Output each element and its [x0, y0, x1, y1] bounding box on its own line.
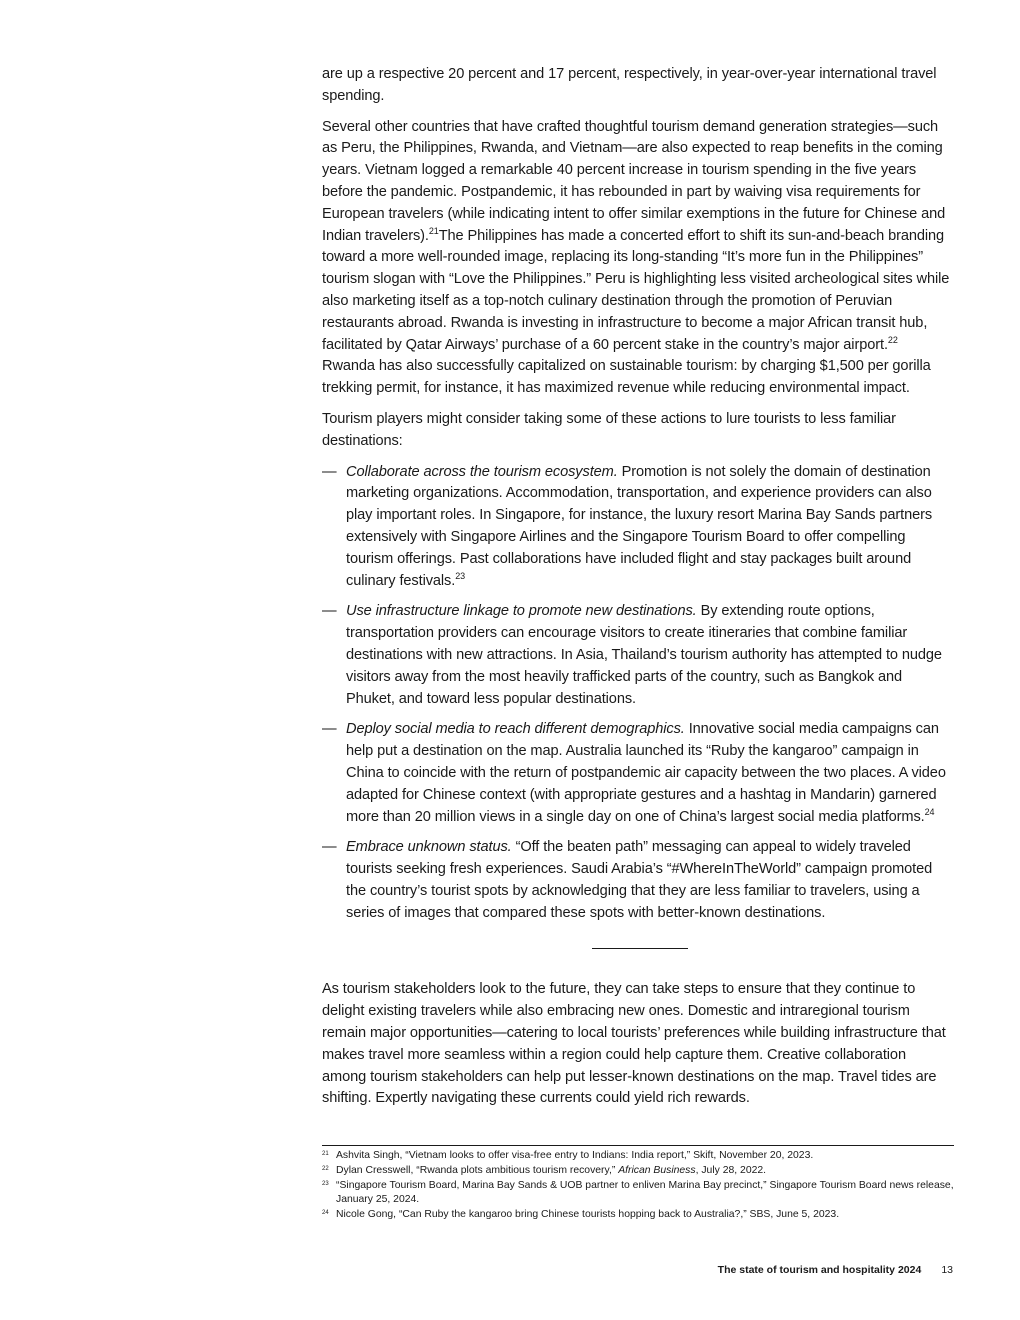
article-body — [322, 64, 954, 1119]
list-item-lead: Collaborate across the tourism ecosystem. — [346, 463, 618, 480]
footnote-text: Ashvita Singh, “Vietnam looks to offer visa-free entry to Indians: India report,” Skift, November 20, 2023. — [336, 1150, 814, 1161]
dash-marker: — — [322, 839, 337, 856]
list-item-text: Promotion is not solely the domain of destination marketing organizations. Accommodation, transportation, and experience providers can also play important roles. In Singapore, for instance, the luxury resort Marina Bay Sands partners extensively with Singapore Airlines and the Singapore Tourism Board to offer compelling tourism offerings. Past collaborations have included flight and stay packages built around culinary festivals. — [346, 463, 933, 589]
list-item-lead: Deploy social media to reach different demographics. — [346, 721, 685, 738]
dash-marker: — — [322, 721, 337, 738]
paragraph-countries — [322, 117, 954, 400]
footnote-ref-24[interactable]: 24 — [924, 806, 935, 817]
list-item — [322, 462, 954, 593]
list-item-lead: Embrace unknown status. — [346, 839, 512, 856]
list-item — [322, 719, 954, 828]
action-list — [322, 462, 954, 925]
footnote-number: 24 — [322, 1209, 329, 1216]
list-item-text: By extending route options, transportation providers can encourage visitors to create itineraries that combine familiar destinations with new attractions. In Asia, Thailand’s tourism authority has attempted to nudge visitors away from the most heavily trafficked parts of the country, such as Bangkok and Phuket, and toward less popular destinations. — [346, 603, 942, 707]
paragraph-countries-part-b: The Philippines has made a concerted effort to shift its sun-and-beach branding toward a more well-rounded image, replacing its long-standing “It’s more fun in the Philippines” tourism slogan with “Love the Philippines.” Peru is highlighting less visited archeological sites while also marketing itself as a top-notch culinary destination through the promotion of Peruvian restaurants abroad. Rwanda is investing in infrastructure to become a major African transit hub, facilitated by Qatar Airways’ purchase of a 60 percent stake in the country’s major airport. — [322, 227, 950, 353]
paragraph-conclusion: As tourism stakeholders look to the future, they can take steps to ensure that they continue to delight existing travelers while also embracing new ones. Domestic and intraregional tourism remain major opportunities—catering to local tourists’ preferences while building infrastructure that makes travel more seamless within a region could help capture them. Creative collaboration among tourism stakeholders can help put lesser-known destinations on the map. Travel tides are shifting. Expertly navigating these currents could yield rich rewards. — [322, 981, 946, 1107]
footnote-ref-22[interactable]: 22 — [887, 334, 898, 345]
list-item — [322, 601, 954, 710]
paragraph-countries-part-c: Rwanda has also successfully capitalized on sustainable tourism: by charging $1,500 per gorilla trekking permit, for instance, it has maximized revenue while reducing environmental impact. — [322, 358, 931, 397]
footnote-publication: African Business — [618, 1165, 696, 1177]
footnote-text: Dylan Cresswell, “Rwanda plots ambitious tourism recovery,” — [336, 1165, 619, 1177]
report-title: The state of tourism and hospitality 2024 — [717, 1264, 922, 1276]
footnote-item — [322, 1179, 954, 1206]
dash-marker: — — [322, 463, 337, 480]
paragraph-intro: are up a respective 20 percent and 17 percent, respectively, in year-over-year international travel spending. — [322, 66, 937, 104]
page-number: 13 — [941, 1264, 953, 1276]
footnote-item — [322, 1208, 954, 1222]
footnote-ref-23[interactable]: 23 — [455, 570, 466, 581]
list-item-text: “Off the beaten path” messaging can appeal to widely traveled tourists seeking fresh experiences. Saudi Arabia’s “#WhereInTheWorld” campaign promoted the country’s tourist spots by acknowledging that they are less familiar to travelers, using a series of images that compared these spots with better-known destinations. — [346, 839, 933, 921]
footnote-text: “Singapore Tourism Board, Marina Bay Sands & UOB partner to enliven Marina Bay precinct,” Singapore Tourism Board news release, January 25, 2024. — [336, 1180, 954, 1205]
footnote-number: 23 — [322, 1181, 329, 1188]
dash-marker: — — [322, 603, 337, 620]
section-divider — [592, 948, 688, 949]
footnote-ref-21[interactable]: 21 — [428, 225, 439, 236]
list-item-lead: Use infrastructure linkage to promote new destinations. — [346, 603, 697, 620]
footnote-item — [322, 1164, 954, 1178]
list-item-text: Innovative social media campaigns can help put a destination on the map. Australia launched its “Ruby the kangaroo” campaign in China to coincide with the return of postpandemic air capacity between the two places. A video adapted for Chinese context (with appropriate gestures and a hashtag in Mandarin) garnered more than 20 million views in a single day on one of China’s largest social media platforms. — [346, 721, 946, 825]
paragraph-countries-part-a: Several other countries that have crafted thoughtful tourism demand generation strategies—such as Peru, the Philippines, Rwanda, and Vietnam—are also expected to reap benefits in the coming years. Vietnam logged a remarkable 40 percent increase in tourism spending in the five years before the pandemic. Postpandemic, it has rebounded in part by waiving visa requirements for European travelers (while indicating intent to offer similar exemptions in the future for Chinese and Indian travelers). — [322, 118, 946, 244]
page-footer — [718, 1263, 953, 1277]
footnote-text: Nicole Gong, “Can Ruby the kangaroo bring Chinese tourists hopping back to Australia?,” SBS, June 5, 2023. — [336, 1208, 840, 1220]
list-item — [322, 837, 954, 924]
footnote-item — [322, 1149, 954, 1163]
footnote-number: 22 — [322, 1166, 329, 1173]
footnote-text-after: , July 28, 2022. — [695, 1165, 767, 1177]
footnotes — [322, 1145, 954, 1223]
footnote-number: 21 — [322, 1151, 329, 1157]
paragraph-actions-intro: Tourism players might consider taking some of these actions to lure tourists to less familiar destinations: — [322, 410, 896, 449]
